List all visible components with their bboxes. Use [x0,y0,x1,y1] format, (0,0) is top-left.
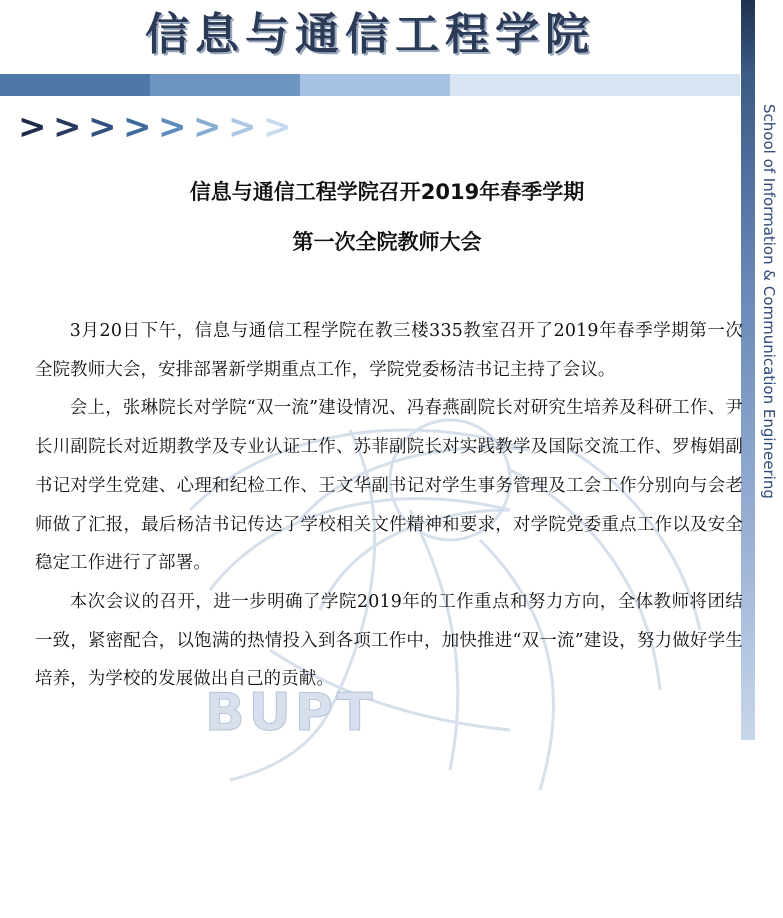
arrow-icon: > [158,107,187,147]
article-title-line1: 信息与通信工程学院召开2019年春季学期 [189,180,585,204]
color-bar-segment [300,74,450,96]
arrow-icon: > [88,107,117,147]
bupt-watermark-text: BUPT [205,683,377,743]
arrow-icon: > [18,107,47,147]
article-paragraph: 3月20日下午，信息与通信工程学院在教三楼335教室召开了2019年春季学期第一次全院教师大会，安排部署新学期重点工作，学院党委杨洁书记主持了会议。 [35,321,743,380]
arrow-icon: > [228,107,257,147]
article-body [35,312,743,699]
college-banner-title: 信息与通信工程学院 [145,9,595,60]
arrow-icon: > [123,107,152,147]
arrow-icon: > [263,107,292,147]
article-paragraph: 本次会议的召开，进一步明确了学院2019年的工作重点和努力方向，全体教师将团结一致，紧密配合，以饱满的热情投入到各项工作中，加快推进“双一流”建设，努力做好学生培养，为学校的发展做出自己的贡献。 [35,591,743,690]
decorative-arrows [18,108,298,146]
color-bar-segment [150,74,300,96]
color-bar-segment [450,74,740,96]
school-english-name [760,104,780,564]
decorative-right-rail [741,0,755,740]
arrow-icon: > [193,107,222,147]
arrow-icon: > [53,107,82,147]
article-title-line2: 第一次全院教师大会 [292,230,482,254]
school-english-name-text: School of Information & Communication Engineering [760,104,778,499]
article-paragraph: 会上，张琳院长对学院“双一流”建设情况、冯春燕副院长对研究生培养及科研工作、尹长川副院长对近期教学及专业认证工作、苏菲副院长对实践教学及国际交流工作、罗梅娟副书记对学生党建、心理和纪检工作、王文华副书记对学生事务管理及工会工作分别向与会老师做了汇报，最后杨洁书记传达了学校相关文件精神和要求，对学院党委重点工作以及安全稳定工作进行了部署。 [35,398,743,574]
color-bar-segment [0,74,150,96]
header-color-bar [0,74,740,96]
